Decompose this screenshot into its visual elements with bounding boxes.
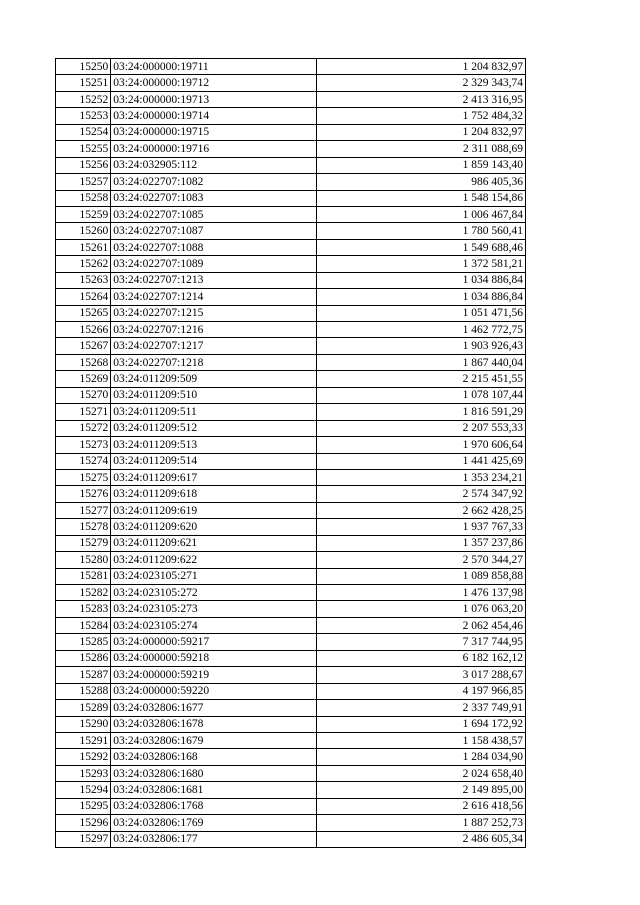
row-number-cell: 15278: [56, 519, 111, 535]
cadastral-value-cell: 2 149 895,00: [317, 782, 526, 798]
cadastral-value-cell: 986 405,36: [317, 174, 526, 190]
table-row: [56, 453, 526, 469]
table-row: [56, 716, 526, 732]
cadastral-value-cell: 1 752 484,32: [317, 108, 526, 124]
cadastral-number-cell: 03:24:022707:1087: [111, 223, 317, 239]
table-row: [56, 815, 526, 831]
table-row: [56, 749, 526, 765]
table-row: [56, 108, 526, 124]
cadastral-value-cell: 1 353 234,21: [317, 469, 526, 485]
cadastral-value-cell: 6 182 162,12: [317, 650, 526, 666]
cadastral-number-cell: 03:24:000000:59219: [111, 667, 317, 683]
cadastral-number-cell: 03:24:023105:273: [111, 601, 317, 617]
row-number-cell: 15265: [56, 305, 111, 321]
row-number-cell: 15253: [56, 108, 111, 124]
cadastral-number-cell: 03:24:011209:513: [111, 437, 317, 453]
cadastral-number-cell: 03:24:011209:617: [111, 469, 317, 485]
cadastral-value-cell: 2 311 088,69: [317, 141, 526, 157]
row-number-cell: 15273: [56, 437, 111, 453]
table-row: [56, 91, 526, 107]
table-row: [56, 371, 526, 387]
row-number-cell: 15270: [56, 387, 111, 403]
row-number-cell: 15255: [56, 141, 111, 157]
cadastral-value-cell: 1 284 034,90: [317, 749, 526, 765]
row-number-cell: 15296: [56, 815, 111, 831]
row-number-cell: 15250: [56, 59, 111, 75]
cadastral-value-cell: 2 413 316,95: [317, 91, 526, 107]
cadastral-value-cell: 1 476 137,98: [317, 585, 526, 601]
cadastral-number-cell: 03:24:011209:510: [111, 387, 317, 403]
table-row: [56, 223, 526, 239]
cadastral-value-cell: 1 078 107,44: [317, 387, 526, 403]
cadastral-number-cell: 03:24:022707:1085: [111, 206, 317, 222]
cadastral-value-cell: 1 372 581,21: [317, 256, 526, 272]
cadastral-value-cell: 1 089 858,88: [317, 568, 526, 584]
cadastral-number-cell: 03:24:011209:620: [111, 519, 317, 535]
cadastral-number-cell: 03:24:011209:514: [111, 453, 317, 469]
cadastral-number-cell: 03:24:023105:272: [111, 585, 317, 601]
row-number-cell: 15268: [56, 354, 111, 370]
table-row: [56, 782, 526, 798]
row-number-cell: 15285: [56, 634, 111, 650]
table-row: [56, 617, 526, 633]
table-row: [56, 568, 526, 584]
row-number-cell: 15260: [56, 223, 111, 239]
table-row: [56, 157, 526, 173]
cadastral-number-cell: 03:24:000000:19711: [111, 59, 317, 75]
table-row: [56, 174, 526, 190]
table-row: [56, 338, 526, 354]
cadastral-value-cell: 3 017 288,67: [317, 667, 526, 683]
row-number-cell: 15284: [56, 617, 111, 633]
cadastral-number-cell: 03:24:022707:1083: [111, 190, 317, 206]
row-number-cell: 15286: [56, 650, 111, 666]
cadastral-value-cell: 2 024 658,40: [317, 765, 526, 781]
row-number-cell: 15279: [56, 535, 111, 551]
cadastral-value-cell: 1 859 143,40: [317, 157, 526, 173]
row-number-cell: 15259: [56, 206, 111, 222]
row-number-cell: 15288: [56, 683, 111, 699]
row-number-cell: 15290: [56, 716, 111, 732]
cadastral-number-cell: 03:24:032806:1681: [111, 782, 317, 798]
table-row: [56, 585, 526, 601]
cadastral-value-cell: 1 937 767,33: [317, 519, 526, 535]
cadastral-value-cell: 2 574 347,92: [317, 486, 526, 502]
cadastral-value-cell: 2 662 428,25: [317, 502, 526, 518]
row-number-cell: 15282: [56, 585, 111, 601]
row-number-cell: 15269: [56, 371, 111, 387]
row-number-cell: 15293: [56, 765, 111, 781]
row-number-cell: 15274: [56, 453, 111, 469]
cadastral-value-cell: 1 204 832,97: [317, 59, 526, 75]
row-number-cell: 15276: [56, 486, 111, 502]
cadastral-number-cell: 03:24:011209:511: [111, 404, 317, 420]
cadastral-value-cell: 2 616 418,56: [317, 798, 526, 814]
cadastral-number-cell: 03:24:000000:19712: [111, 75, 317, 91]
cadastral-value-cell: 7 317 744,95: [317, 634, 526, 650]
cadastral-value-cell: 1 780 560,41: [317, 223, 526, 239]
table-row: [56, 305, 526, 321]
cadastral-value-cell: 1 462 772,75: [317, 322, 526, 338]
cadastral-value-cell: 1 034 886,84: [317, 272, 526, 288]
row-number-cell: 15256: [56, 157, 111, 173]
cadastral-number-cell: 03:24:032806:1769: [111, 815, 317, 831]
cadastral-number-cell: 03:24:000000:19713: [111, 91, 317, 107]
table-row: [56, 552, 526, 568]
cadastral-value-cell: 1 158 438,57: [317, 732, 526, 748]
cadastral-number-cell: 03:24:022707:1215: [111, 305, 317, 321]
cadastral-number-cell: 03:24:032806:168: [111, 749, 317, 765]
row-number-cell: 15291: [56, 732, 111, 748]
table-row: [56, 354, 526, 370]
table-row: [56, 535, 526, 551]
cadastral-number-cell: 03:24:022707:1217: [111, 338, 317, 354]
table-row: [56, 601, 526, 617]
table-row: [56, 420, 526, 436]
table-row: [56, 732, 526, 748]
row-number-cell: 15254: [56, 124, 111, 140]
table-row: [56, 141, 526, 157]
cadastral-number-cell: 03:24:000000:19716: [111, 141, 317, 157]
cadastral-value-cell: 1 204 832,97: [317, 124, 526, 140]
cadastral-number-cell: 03:24:022707:1089: [111, 256, 317, 272]
cadastral-number-cell: 03:24:022707:1214: [111, 289, 317, 305]
row-number-cell: 15251: [56, 75, 111, 91]
row-number-cell: 15277: [56, 502, 111, 518]
cadastral-number-cell: 03:24:000000:59220: [111, 683, 317, 699]
cadastral-number-cell: 03:24:022707:1082: [111, 174, 317, 190]
row-number-cell: 15271: [56, 404, 111, 420]
row-number-cell: 15295: [56, 798, 111, 814]
cadastral-value-cell: 1 549 688,46: [317, 239, 526, 255]
row-number-cell: 15294: [56, 782, 111, 798]
table-row: [56, 59, 526, 75]
table-row: [56, 124, 526, 140]
row-number-cell: 15297: [56, 831, 111, 847]
row-number-cell: 15281: [56, 568, 111, 584]
row-number-cell: 15264: [56, 289, 111, 305]
table-row: [56, 502, 526, 518]
table-row: [56, 387, 526, 403]
cadastral-value-cell: 1 867 440,04: [317, 354, 526, 370]
cadastral-number-cell: 03:24:032905:112: [111, 157, 317, 173]
cadastral-value-cell: 2 337 749,91: [317, 700, 526, 716]
cadastral-number-cell: 03:24:032806:1680: [111, 765, 317, 781]
cadastral-number-cell: 03:24:022707:1213: [111, 272, 317, 288]
row-number-cell: 15266: [56, 322, 111, 338]
row-number-cell: 15267: [56, 338, 111, 354]
table-row: [56, 831, 526, 847]
cadastral-number-cell: 03:24:022707:1216: [111, 322, 317, 338]
table-row: [56, 765, 526, 781]
row-number-cell: 15252: [56, 91, 111, 107]
cadastral-value-cell: 4 197 966,85: [317, 683, 526, 699]
cadastral-number-cell: 03:24:011209:619: [111, 502, 317, 518]
cadastral-value-cell: 1 051 471,56: [317, 305, 526, 321]
row-number-cell: 15292: [56, 749, 111, 765]
cadastral-number-cell: 03:24:000000:19715: [111, 124, 317, 140]
row-number-cell: 15287: [56, 667, 111, 683]
row-number-cell: 15275: [56, 469, 111, 485]
cadastral-number-cell: 03:24:032806:177: [111, 831, 317, 847]
cadastral-value-cell: 1 887 252,73: [317, 815, 526, 831]
table-row: [56, 650, 526, 666]
cadastral-number-cell: 03:24:011209:621: [111, 535, 317, 551]
cadastral-value-cell: 2 329 343,74: [317, 75, 526, 91]
cadastral-value-cell: 2 062 454,46: [317, 617, 526, 633]
cadastral-value-cell: 1 816 591,29: [317, 404, 526, 420]
table-row: [56, 519, 526, 535]
cadastral-value-cell: 1 034 886,84: [317, 289, 526, 305]
cadastral-value-cell: 1 441 425,69: [317, 453, 526, 469]
cadastral-number-cell: 03:24:000000:19714: [111, 108, 317, 124]
cadastral-number-cell: 03:24:000000:59218: [111, 650, 317, 666]
table-row: [56, 75, 526, 91]
table-row: [56, 404, 526, 420]
table-row: [56, 239, 526, 255]
cadastral-number-cell: 03:24:023105:271: [111, 568, 317, 584]
row-number-cell: 15280: [56, 552, 111, 568]
table-row: [56, 634, 526, 650]
cadastral-value-cell: 2 486 605,34: [317, 831, 526, 847]
table-row: [56, 289, 526, 305]
table-row: [56, 322, 526, 338]
cadastral-value-cell: 1 357 237,86: [317, 535, 526, 551]
cadastral-number-cell: 03:24:000000:59217: [111, 634, 317, 650]
table-row: [56, 469, 526, 485]
row-number-cell: 15283: [56, 601, 111, 617]
cadastral-number-cell: 03:24:023105:274: [111, 617, 317, 633]
row-number-cell: 15261: [56, 239, 111, 255]
row-number-cell: 15258: [56, 190, 111, 206]
table-row: [56, 437, 526, 453]
row-number-cell: 15262: [56, 256, 111, 272]
cadastral-number-cell: 03:24:032806:1679: [111, 732, 317, 748]
table-row: [56, 272, 526, 288]
cadastral-value-cell: 1 548 154,86: [317, 190, 526, 206]
cadastral-number-cell: 03:24:011209:618: [111, 486, 317, 502]
table-row: [56, 190, 526, 206]
cadastral-value-cell: 2 215 451,55: [317, 371, 526, 387]
cadastral-value-cell: 1 903 926,43: [317, 338, 526, 354]
cadastral-value-cell: 2 570 344,27: [317, 552, 526, 568]
row-number-cell: 15257: [56, 174, 111, 190]
row-number-cell: 15289: [56, 700, 111, 716]
cadastral-number-cell: 03:24:032806:1678: [111, 716, 317, 732]
table-row: [56, 206, 526, 222]
cadastral-value-cell: 1 970 606,64: [317, 437, 526, 453]
cadastral-number-cell: 03:24:011209:509: [111, 371, 317, 387]
cadastral-number-cell: 03:24:022707:1088: [111, 239, 317, 255]
cadastral-value-cell: 1 694 172,92: [317, 716, 526, 732]
cadastral-number-cell: 03:24:011209:622: [111, 552, 317, 568]
cadastral-number-cell: 03:24:032806:1677: [111, 700, 317, 716]
row-number-cell: 15263: [56, 272, 111, 288]
cadastral-value-cell: 1 006 467,84: [317, 206, 526, 222]
table-row: [56, 256, 526, 272]
table-body: [56, 59, 526, 848]
table-row: [56, 667, 526, 683]
row-number-cell: 15272: [56, 420, 111, 436]
cadastral-value-table: [55, 58, 526, 848]
cadastral-number-cell: 03:24:011209:512: [111, 420, 317, 436]
table-row: [56, 700, 526, 716]
cadastral-number-cell: 03:24:032806:1768: [111, 798, 317, 814]
cadastral-number-cell: 03:24:022707:1218: [111, 354, 317, 370]
table-row: [56, 486, 526, 502]
table-row: [56, 798, 526, 814]
cadastral-value-cell: 2 207 553,33: [317, 420, 526, 436]
cadastral-value-cell: 1 076 063,20: [317, 601, 526, 617]
table-row: [56, 683, 526, 699]
